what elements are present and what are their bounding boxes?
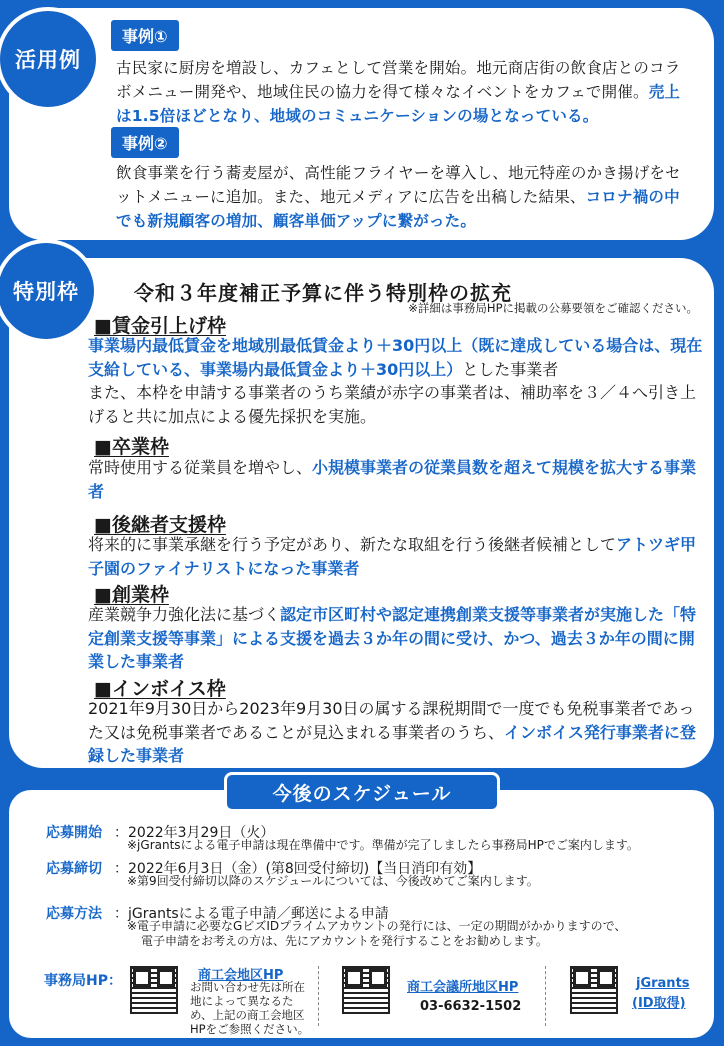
case-2-highlight: コロナ禍の中でも新規顧客の増加、顧客単価アップに繋がった。	[116, 188, 680, 230]
deadline-value: ：2022年6月3日（金）(第8回受付締切)【当日消印有効】	[114, 861, 482, 877]
shokokai-link[interactable]: 商工会地区HP	[198, 968, 284, 983]
wage-text-2: また、本枠を申請する事業者のうち業績が赤字の事業者は、補助率を３／４へ引き上げると共に加点による優先採択を実施。	[88, 383, 697, 426]
start-note: ※jGrantsによる電子申請は現在準備中です。準備が完了しましたら事務局HPでご案内します。	[127, 838, 639, 852]
section-badge-examples: 活用例	[0, 7, 100, 111]
jgrants-qr-code[interactable]	[570, 966, 618, 1014]
wage-highlight: 事業場内最低賃金を地域別最低賃金より＋30円以上（既に達成している場合は、現在支給している、事業場内最低賃金より＋30円以上）	[88, 336, 703, 379]
deadline-note: ※第9回受付締切以降のスケジュールについては、今後改めてご案内します。	[127, 874, 539, 888]
case-1-body: 古民家に厨房を増設し、カフェとして営業を開始。地元商店街の飲食店とのコラボメニュー開発や、地域住民の協力を得て様々なイベントをカフェで開催。	[116, 59, 681, 101]
chamber-link[interactable]: 商工会議所地区HP	[407, 980, 519, 995]
method-note-2: 電子申請をお考えの方は、先にアカウントを発行することをお勧めします。	[141, 934, 548, 948]
chamber-qr-code[interactable]	[342, 966, 390, 1014]
method-note-1: ※電子申請に必要なGビズIDプライムアカウントの発行には、一定の期間がかかりますので、	[127, 919, 627, 933]
method-value: ：jGrantsによる電子申請／郵送による申請	[114, 906, 389, 922]
case-1-text	[116, 56, 690, 128]
method-label: 応募方法	[46, 906, 102, 922]
graduation-highlight: 小規模事業者の従業員数を超えて規模を拡大する事業者	[88, 458, 697, 501]
successor-heading: ■後継者支援枠	[94, 514, 226, 536]
divider-1	[318, 966, 319, 1026]
graduation-text	[88, 456, 708, 503]
case-1-tag: 事例①	[111, 20, 179, 51]
schedule-title: 今後のスケジュール	[224, 772, 500, 812]
wage-text	[88, 334, 708, 428]
deadline-label: 応募締切	[46, 861, 102, 877]
case-2-body: 飲食事業を行う蕎麦屋が、高性能フライヤーを導入し、地元特産のかき揚げをセットメニューに追加。また、地元メディアに広告を出稿した結果、	[116, 164, 681, 206]
special-frame-note: ※詳細は事務局HPに掲載の公募要領をご確認ください。	[408, 301, 698, 315]
case-1-highlight: 売上は1.5倍ほどとなり、地域のコミュニケーションの場となっている。	[116, 83, 681, 125]
jgrants-id-link[interactable]: (ID取得)	[632, 996, 686, 1011]
divider-2	[545, 966, 546, 1026]
wage-text-1: とした事業者	[462, 359, 559, 379]
chamber-phone: 03-6632-1502	[420, 999, 522, 1014]
graduation-body: 常時使用する従業員を増やし、	[88, 458, 313, 477]
shokokai-note: お問い合わせ先は所在地によって異なるため、上記の商工会地区HPをご参照ください。	[190, 980, 310, 1036]
office-hp-label: 事務局HP：	[44, 973, 122, 989]
shokokai-qr-code[interactable]	[130, 966, 178, 1014]
method-note	[127, 919, 626, 949]
successor-body: 将来的に事業承継を行う予定があり、新たな取組を行う後継者候補として	[88, 535, 617, 554]
start-label: 応募開始	[46, 825, 102, 841]
startup-highlight: 認定市区町村や認定連携創業支援等事業者が実施した「特定創業支援等事業」による支援を過去３か年の間に受け、かつ、過去３か年の間に開業した事業者	[88, 605, 697, 671]
start-value: ：2022年3月29日（火）	[114, 825, 275, 841]
startup-heading: ■創業枠	[94, 584, 169, 606]
case-2-tag: 事例②	[111, 127, 179, 158]
jgrants-link[interactable]: jGrants	[636, 976, 690, 991]
wage-heading: ■賃金引上げ枠	[94, 315, 226, 337]
invoice-text	[88, 697, 708, 768]
successor-text	[88, 533, 708, 580]
startup-text	[88, 603, 708, 674]
invoice-heading: ■インボイス枠	[94, 678, 226, 700]
startup-body: 産業競争力強化法に基づく	[88, 605, 281, 624]
graduation-heading: ■卒業枠	[94, 436, 169, 458]
section-badge-special: 特別枠	[0, 239, 98, 343]
special-frame-title: 令和３年度補正予算に伴う特別枠の拡充	[134, 281, 512, 305]
case-2-text	[116, 161, 690, 233]
invoice-highlight: インボイス発行事業者に登録した事業者	[88, 722, 696, 765]
successor-highlight: アトツギ甲子園のファイナリストになった事業者	[88, 535, 697, 578]
invoice-body: 2021年9月30日から2023年9月30日の属する課税期間で一度でも免税事業者であった又は免税事業者であることが見込まれる事業者のうち、	[88, 699, 695, 742]
